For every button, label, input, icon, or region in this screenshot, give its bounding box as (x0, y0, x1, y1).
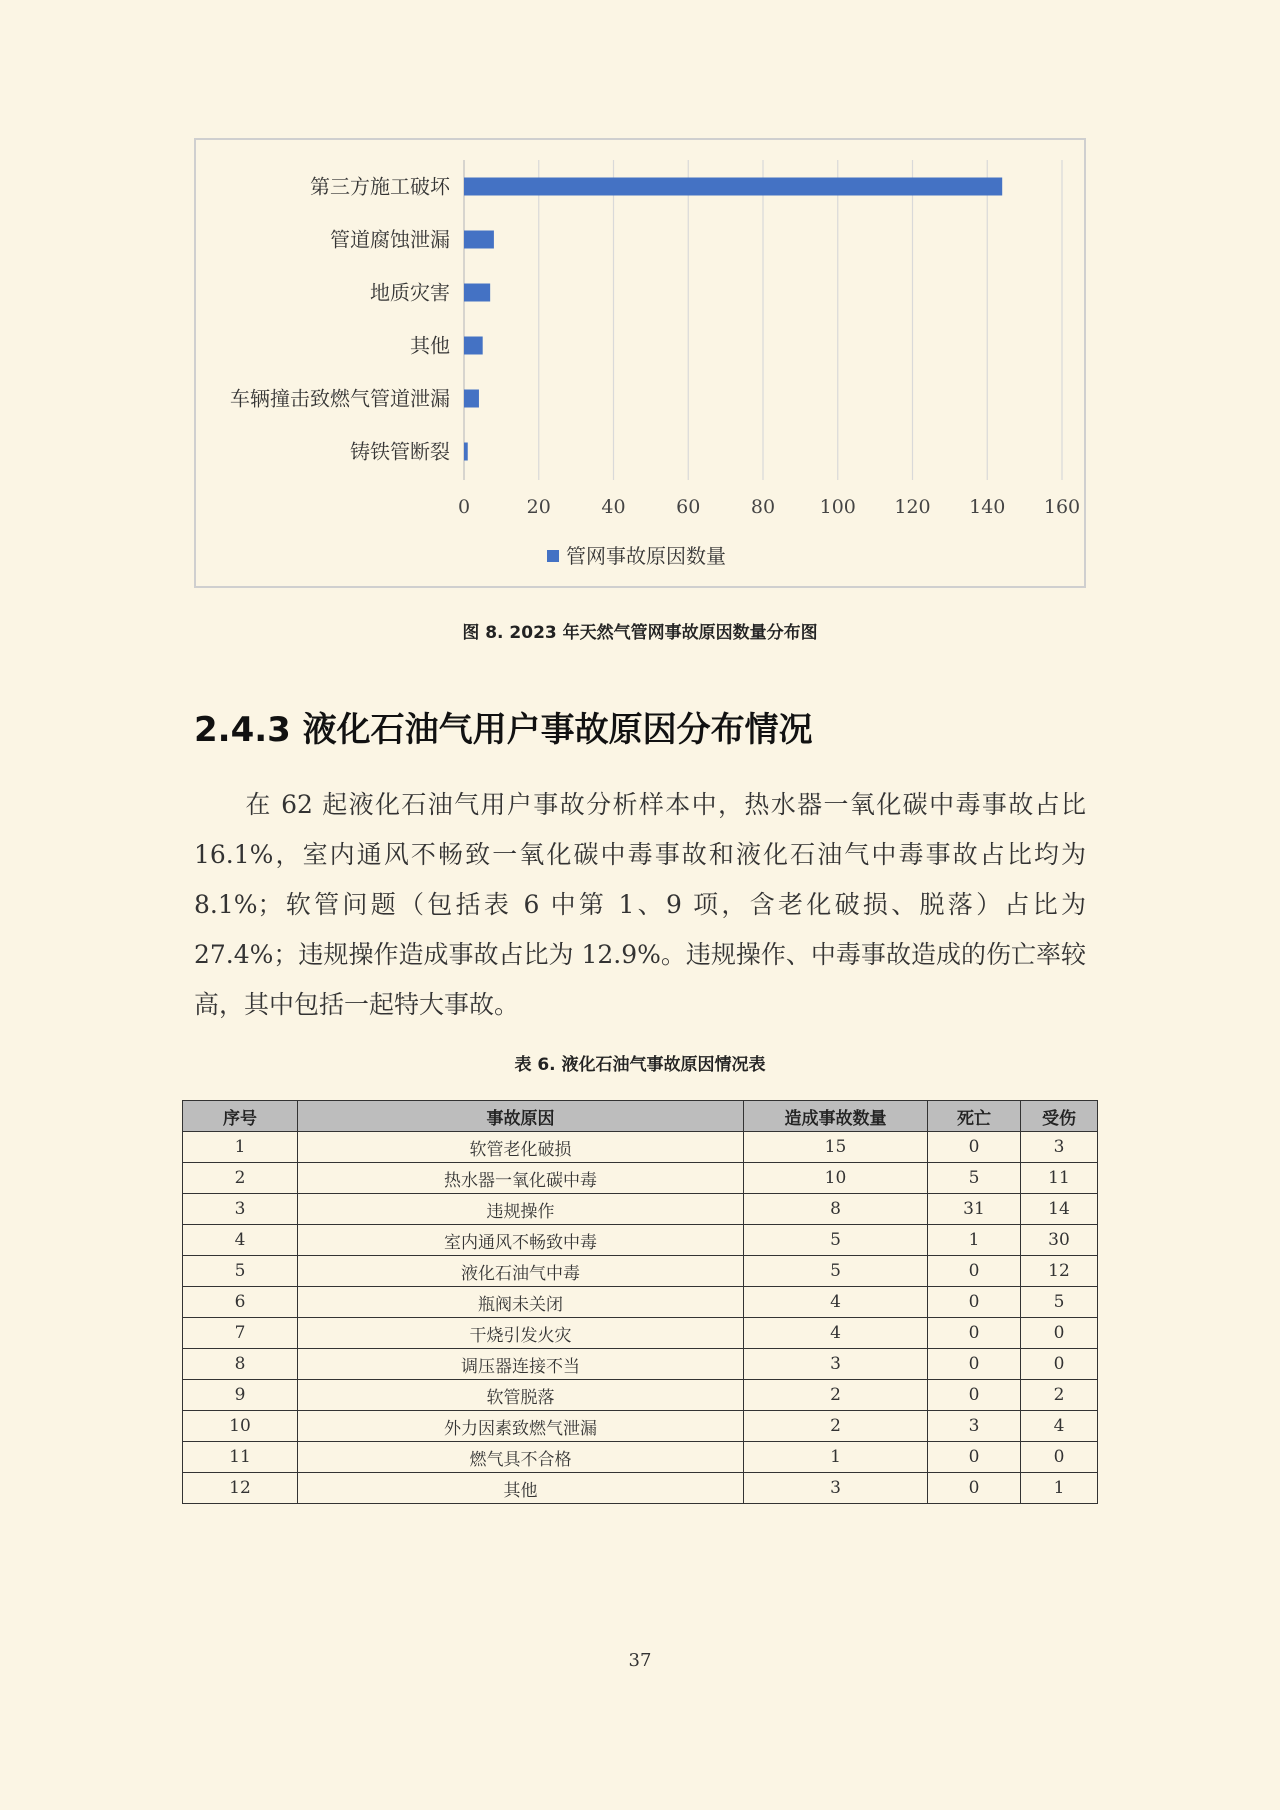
cell-index: 6 (183, 1287, 298, 1318)
cell-injuries: 14 (1021, 1194, 1098, 1225)
table-row (183, 1380, 1098, 1411)
cell-count: 5 (744, 1225, 928, 1256)
cell-index: 5 (183, 1256, 298, 1287)
table-row (183, 1411, 1098, 1442)
cell-index: 2 (183, 1163, 298, 1194)
bar (464, 337, 483, 355)
table-row (183, 1473, 1098, 1504)
x-tick-label: 80 (750, 496, 776, 518)
cell-index: 7 (183, 1318, 298, 1349)
cell-index: 1 (183, 1132, 298, 1163)
table-row (183, 1163, 1098, 1194)
cell-index: 11 (183, 1442, 298, 1473)
category-label: 地质灾害 (370, 280, 450, 305)
cell-index: 3 (183, 1194, 298, 1225)
category-label: 其他 (410, 333, 450, 358)
table-header-row (183, 1101, 1098, 1132)
cell-index: 9 (183, 1380, 298, 1411)
cell-injuries: 0 (1021, 1318, 1098, 1349)
cell-count: 15 (744, 1132, 928, 1163)
bar (464, 231, 494, 249)
legend-label: 管网事故原因数量 (566, 544, 726, 568)
cell-deaths: 0 (928, 1256, 1021, 1287)
cell-cause: 软管脱落 (298, 1380, 744, 1411)
table-row (183, 1256, 1098, 1287)
cell-count: 4 (744, 1287, 928, 1318)
cell-injuries: 4 (1021, 1411, 1098, 1442)
cell-deaths: 0 (928, 1380, 1021, 1411)
x-tick-label: 120 (894, 496, 931, 518)
cell-cause: 液化石油气中毒 (298, 1256, 744, 1287)
cell-count: 10 (744, 1163, 928, 1194)
cell-count: 2 (744, 1411, 928, 1442)
table-caption: 表 6. 液化石油气事故原因情况表 (514, 1055, 766, 1075)
table-row (183, 1225, 1098, 1256)
cell-deaths: 5 (928, 1163, 1021, 1194)
header-injuries: 受伤 (1021, 1101, 1098, 1132)
cell-deaths: 0 (928, 1349, 1021, 1380)
cell-cause: 热水器一氧化碳中毒 (298, 1163, 744, 1194)
cell-count: 5 (744, 1256, 928, 1287)
x-tick-label: 100 (819, 496, 856, 518)
header-count: 造成事故数量 (744, 1101, 928, 1132)
cell-count: 4 (744, 1318, 928, 1349)
cell-count: 2 (744, 1380, 928, 1411)
cell-injuries: 3 (1021, 1132, 1098, 1163)
cell-injuries: 0 (1021, 1349, 1098, 1380)
cell-injuries: 1 (1021, 1473, 1098, 1504)
cell-count: 1 (744, 1442, 928, 1473)
cell-index: 12 (183, 1473, 298, 1504)
cell-deaths: 3 (928, 1411, 1021, 1442)
table-row (183, 1349, 1098, 1380)
table-row (183, 1194, 1098, 1225)
cell-deaths: 31 (928, 1194, 1021, 1225)
cell-cause: 违规操作 (298, 1194, 744, 1225)
table-row (183, 1442, 1098, 1473)
table-row (183, 1318, 1098, 1349)
cell-injuries: 0 (1021, 1442, 1098, 1473)
table-body (183, 1132, 1098, 1504)
page-number: 37 (628, 1650, 652, 1671)
cell-injuries: 2 (1021, 1380, 1098, 1411)
cell-cause: 干烧引发火灾 (298, 1318, 744, 1349)
bar (464, 390, 479, 408)
cell-count: 8 (744, 1194, 928, 1225)
category-label: 管道腐蚀泄漏 (330, 227, 450, 252)
cell-cause: 外力因素致燃气泄漏 (298, 1411, 744, 1442)
cell-injuries: 11 (1021, 1163, 1098, 1194)
cell-deaths: 0 (928, 1318, 1021, 1349)
header-deaths: 死亡 (928, 1101, 1021, 1132)
body-paragraph (194, 780, 1086, 1030)
cell-deaths: 0 (928, 1442, 1021, 1473)
x-tick-label: 160 (1043, 496, 1081, 518)
header-index: 序号 (183, 1101, 298, 1132)
cell-count: 3 (744, 1349, 928, 1380)
cell-index: 4 (183, 1225, 298, 1256)
cell-count: 3 (744, 1473, 928, 1504)
bar-chart (194, 138, 1086, 588)
figure-caption: 图 8. 2023 年天然气管网事故原因数量分布图 (462, 623, 818, 643)
cell-deaths: 0 (928, 1473, 1021, 1504)
cell-injuries: 5 (1021, 1287, 1098, 1318)
cell-injuries: 12 (1021, 1256, 1098, 1287)
x-tick-label: 40 (601, 496, 626, 518)
bar (464, 178, 1002, 196)
x-tick-label: 20 (526, 496, 551, 518)
chart-svg (196, 140, 1084, 586)
x-tick-label: 60 (676, 496, 701, 518)
header-cause: 事故原因 (298, 1101, 744, 1132)
cell-deaths: 0 (928, 1287, 1021, 1318)
category-label: 车辆撞击致燃气管道泄漏 (230, 386, 450, 411)
cell-cause: 软管老化破损 (298, 1132, 744, 1163)
accident-cause-table (182, 1100, 1098, 1504)
category-label: 铸铁管断裂 (350, 439, 450, 464)
cell-cause: 其他 (298, 1473, 744, 1504)
cell-deaths: 1 (928, 1225, 1021, 1256)
cell-cause: 燃气具不合格 (298, 1442, 744, 1473)
paragraph-text: 在 62 起液化石油气用户事故分析样本中，热水器一氧化碳中毒事故占比 16.1%，室内通风不畅致一氧化碳中毒事故和液化石油气中毒事故占比均为 8.1%；软管问题（包括表 6 中第 1、9 项，含老化破损、脱落）占比为 27.4%；违规操作造成事故占比为 12.9%。违规操作、中毒事故造成的伤亡率较高，其中包括一起特大事故。 (194, 790, 1086, 1019)
bar (464, 443, 468, 461)
cell-deaths: 0 (928, 1132, 1021, 1163)
cell-cause: 室内通风不畅致中毒 (298, 1225, 744, 1256)
cell-cause: 调压器连接不当 (298, 1349, 744, 1380)
x-tick-label: 140 (969, 496, 1006, 518)
bar (464, 284, 490, 302)
x-tick-label: 0 (457, 496, 471, 518)
cell-index: 10 (183, 1411, 298, 1442)
cell-index: 8 (183, 1349, 298, 1380)
table-row (183, 1287, 1098, 1318)
table-row (183, 1132, 1098, 1163)
legend-swatch (547, 550, 559, 562)
cell-injuries: 30 (1021, 1225, 1098, 1256)
cell-cause: 瓶阀未关闭 (298, 1287, 744, 1318)
section-heading: 2.4.3 液化石油气用户事故原因分布情况 (194, 710, 813, 750)
category-label: 第三方施工破坏 (310, 174, 450, 199)
